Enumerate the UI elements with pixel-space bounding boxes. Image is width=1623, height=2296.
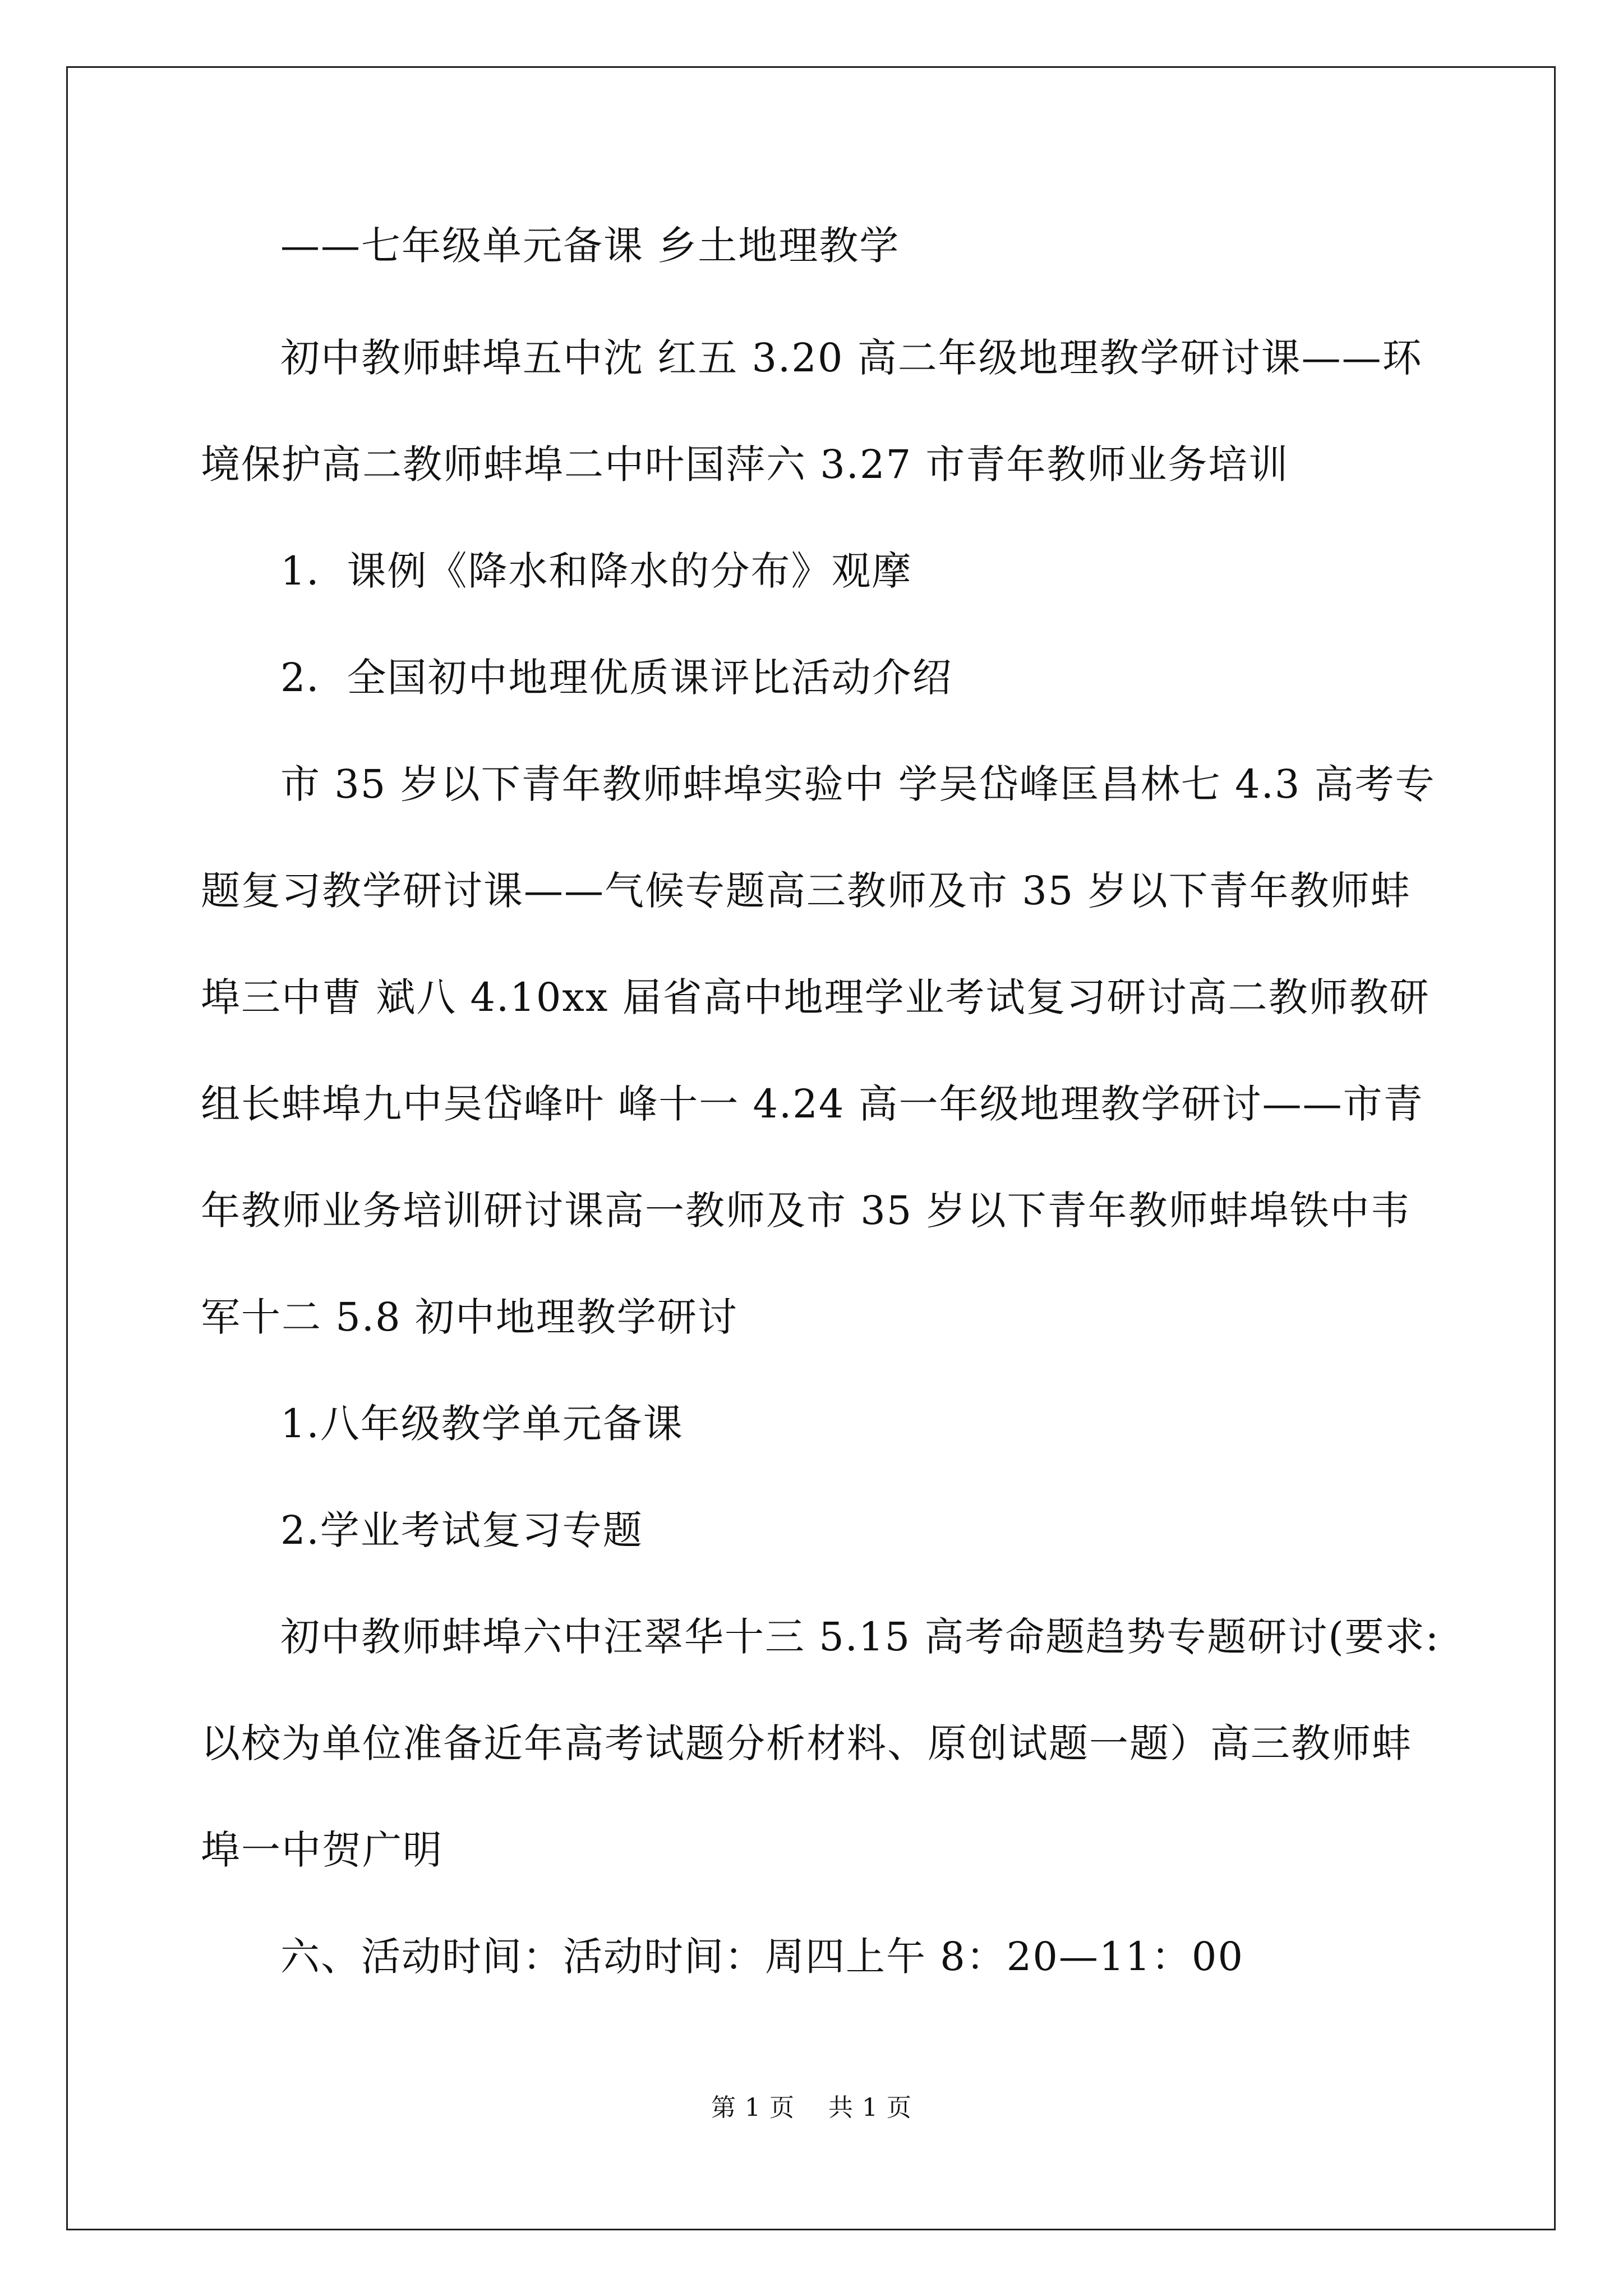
page-number: 第 1 页 — [711, 2093, 795, 2122]
text-line-content: 境保护高二教师蚌埠二中叶国萍六 3.27 市青年教师业务培训 — [201, 441, 1289, 487]
text-line: 2．全国初中地理优质课评比活动介绍 — [280, 655, 953, 701]
text-line: 军十二 5.8 初中地理教学研讨 — [201, 1294, 738, 1340]
text-line: 六、活动时间：活动时间：周四上午 8：20—11：00 — [280, 1934, 1244, 1980]
text-line: 2.学业考试复习专题 — [280, 1507, 643, 1553]
text-line: 埠一中贺广明 — [201, 1827, 443, 1873]
text-line: 初中教师蚌埠五中沈 红五 3.20 高二年级地理教学研讨课——环 — [280, 335, 1423, 381]
text-line: 以校为单位准备近年高考试题分析材料、原创试题一题）高三教师蚌 — [201, 1720, 1412, 1766]
page-total: 共 1 页 — [828, 2093, 912, 2122]
text-line — [201, 436, 1426, 493]
text-line: 初中教师蚌埠六中汪翠华十三 5.15 高考命题趋势专题研讨(要求: — [280, 1614, 1440, 1660]
text-line: 埠三中曹 斌八 4.10xx 届省高中地理学业考试复习研讨高二教师教研 — [201, 974, 1430, 1020]
text-line: 1．课例《降水和降水的分布》观摩 — [280, 548, 912, 594]
page-border — [66, 66, 1556, 2230]
text-line: 年教师业务培训研讨课高一教师及市 35 岁以下青年教师蚌埠铁中韦 — [201, 1188, 1411, 1234]
page-footer — [0, 2091, 1623, 2125]
text-line: 市 35 岁以下青年教师蚌埠实验中 学吴岱峰匡昌林七 4.3 高考专 — [280, 761, 1436, 807]
text-line: 题复习教学研讨课——气候专题高三教师及市 35 岁以下青年教师蚌 — [201, 868, 1411, 914]
text-line: 1.八年级教学单元备课 — [280, 1401, 684, 1447]
text-line: ——七年级单元备课 乡土地理教学 — [280, 223, 900, 269]
text-line: 组长蚌埠九中吴岱峰叶 峰十一 4.24 高一年级地理教学研讨——市青 — [201, 1081, 1424, 1127]
